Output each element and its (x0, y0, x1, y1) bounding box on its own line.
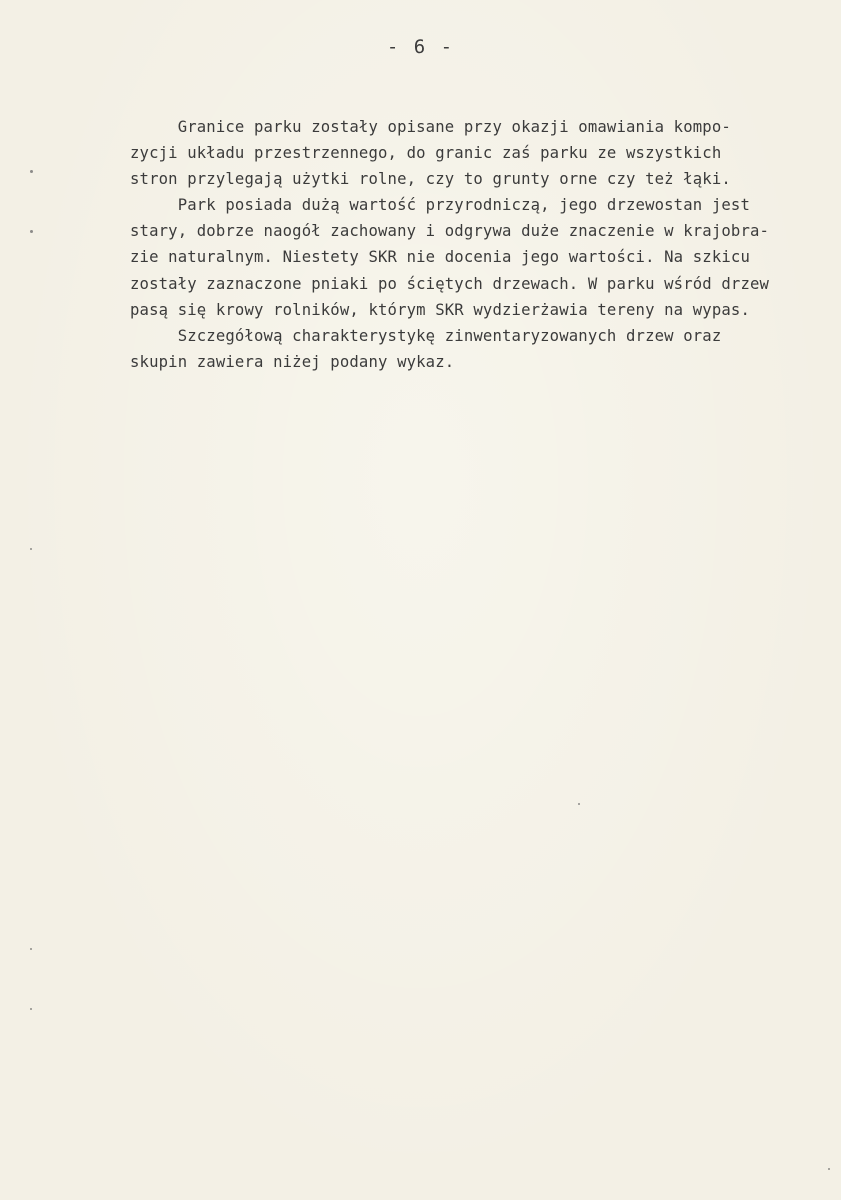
text-line: skupin zawiera niżej podany wykaz. (130, 352, 455, 371)
text-line: zie naturalnym. Niestety SKR nie docenia jego wartości. Na szkicu (130, 248, 750, 267)
text-line: zostały zaznaczone pniaki po ściętych drzewach. W parku wśród drzew (130, 274, 770, 293)
text-line: zycji układu przestrzennego, do granic zaś parku ze wszystkich (130, 144, 722, 163)
scan-speck (30, 548, 32, 550)
scan-speck (30, 170, 33, 173)
text-line: stron przylegają użytki rolne, czy to grunty orne czy też łąki. (130, 170, 731, 189)
scan-speck (30, 948, 32, 950)
text-line: pasą się krowy rolników, którym SKR wydzierżawia tereny na wypas. (130, 300, 750, 319)
text-line: Szczegółową charakterystykę zinwentaryzowanych drzew oraz (130, 326, 722, 345)
paragraph-3 (130, 323, 830, 375)
scan-speck (30, 1008, 32, 1010)
scan-speck (30, 230, 33, 233)
paragraph-2 (130, 192, 830, 322)
body-text (130, 114, 830, 375)
page-number: - 6 - (386, 36, 455, 58)
paragraph-1 (130, 114, 830, 192)
text-line: Park posiada dużą wartość przyrodniczą, jego drzewostan jest (130, 196, 750, 215)
text-line: Granice parku zostały opisane przy okazji omawiania kompo- (130, 118, 731, 136)
text-line: stary, dobrze naogół zachowany i odgrywa duże znaczenie w krajobra- (130, 222, 770, 241)
scan-speck (828, 1168, 830, 1170)
scan-speck (578, 803, 580, 805)
